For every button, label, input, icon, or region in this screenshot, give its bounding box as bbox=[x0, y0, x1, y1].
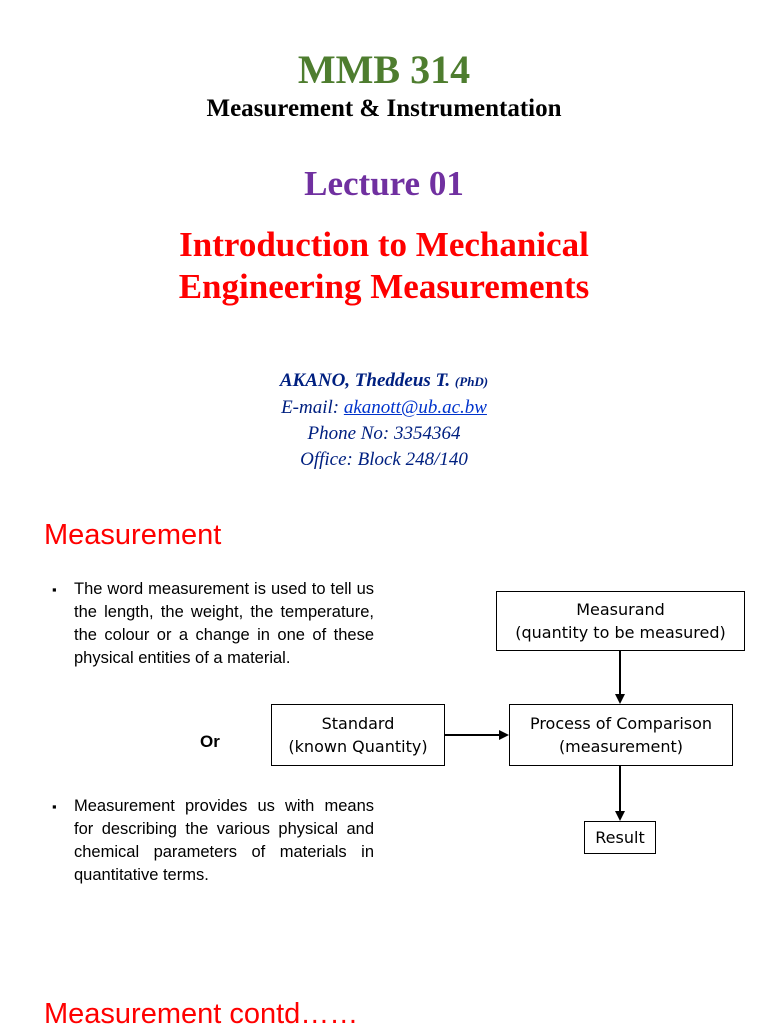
section-heading-measurement-contd: Measurement contd…… bbox=[44, 998, 359, 1030]
bullet-marker-icon: ▪ bbox=[52, 799, 57, 814]
bullet-text: The word measurement is used to tell us the length, the weight, the temperature, the colour or a change in one of these physical entities of a material. bbox=[74, 580, 374, 667]
author-degree: (PhD) bbox=[454, 374, 489, 389]
lecture-topic-line1: Introduction to Mechanical bbox=[179, 225, 589, 264]
office-line: Office: Block 248/140 bbox=[300, 449, 468, 470]
process-title: Process of Comparison bbox=[529, 714, 713, 733]
lecture-topic-line2: Engineering Measurements bbox=[178, 267, 590, 306]
author-name: AKANO, Theddeus T. bbox=[279, 370, 451, 391]
result-label: Result bbox=[595, 828, 645, 847]
course-code: MMB 314 bbox=[297, 47, 471, 92]
process-subtitle: (measurement) bbox=[558, 737, 684, 756]
email-label: E-mail: bbox=[281, 397, 340, 418]
bullet-text: Measurement provides us with means for describing the various physical and chemical parameters of materials in quantitative terms. bbox=[74, 797, 374, 884]
standard-title: Standard bbox=[321, 714, 395, 733]
lecture-number: Lecture 01 bbox=[304, 164, 464, 203]
measurand-subtitle: (quantity to be measured) bbox=[515, 623, 726, 642]
section-heading-measurement: Measurement bbox=[44, 519, 222, 551]
measurand-box bbox=[496, 591, 745, 651]
result-box bbox=[584, 821, 656, 854]
standard-subtitle: (known Quantity) bbox=[288, 737, 428, 756]
bullet-marker-icon: ▪ bbox=[52, 582, 57, 597]
email-link[interactable]: akanott@ub.ac.bw bbox=[343, 397, 487, 418]
process-box bbox=[509, 704, 733, 766]
course-title: Measurement & Instrumentation bbox=[206, 95, 562, 122]
phone-line: Phone No: 3354364 bbox=[307, 423, 461, 444]
or-label: Or bbox=[200, 732, 220, 751]
standard-box bbox=[271, 704, 445, 766]
measurand-title: Measurand bbox=[576, 600, 665, 619]
